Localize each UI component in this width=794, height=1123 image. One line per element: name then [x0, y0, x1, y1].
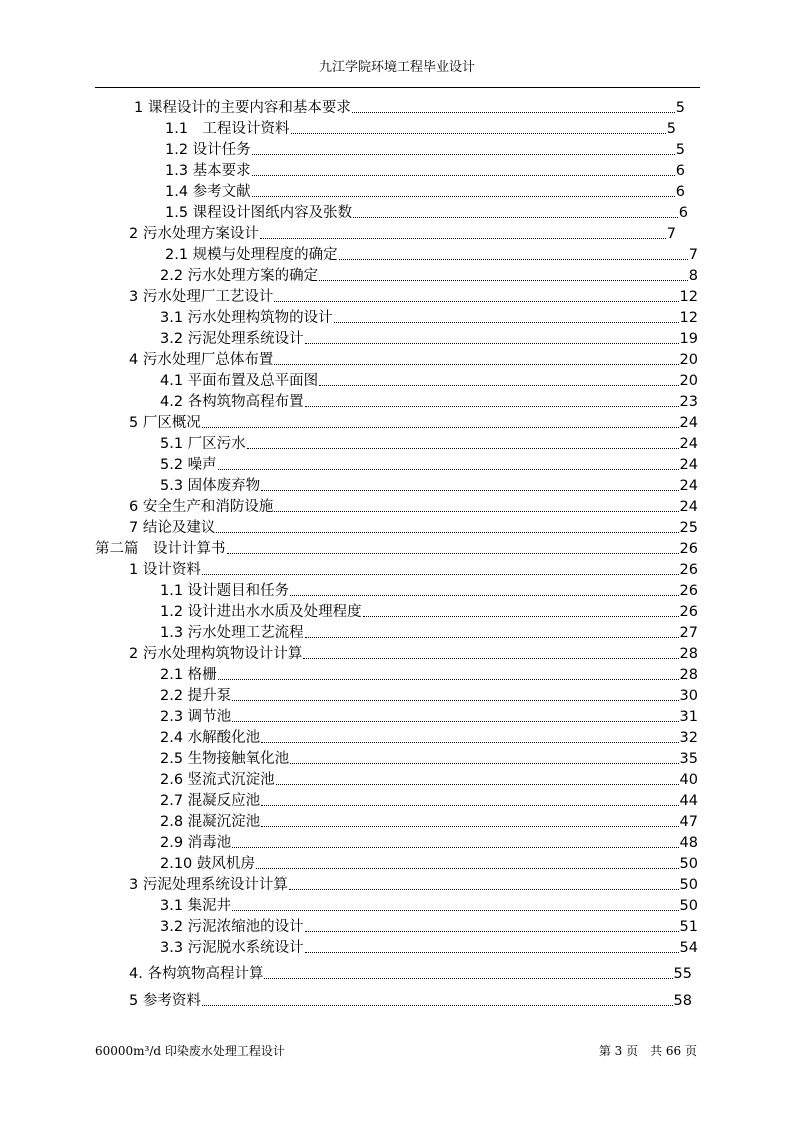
toc-entry-label: 6 安全生产和消防设施 — [129, 499, 274, 515]
toc-entry-page-number: 32 — [679, 730, 698, 746]
toc-entry-page-number: 5 — [666, 121, 676, 137]
toc-entry-page-number: 26 — [679, 541, 698, 557]
dot-leader — [305, 951, 679, 953]
toc-entry[interactable] — [160, 601, 698, 621]
dot-leader — [274, 510, 678, 512]
toc-entry[interactable] — [165, 160, 685, 180]
toc-entry[interactable] — [160, 769, 698, 789]
dot-leader — [363, 615, 679, 617]
toc-entry[interactable] — [165, 118, 676, 138]
toc-entry-label: 1 课程设计的主要内容和基本要求 — [134, 100, 351, 116]
toc-entry-page-number: 6 — [678, 205, 688, 221]
dot-leader — [274, 363, 678, 365]
toc-entry[interactable] — [160, 790, 698, 810]
toc-entry-label: 1.4 参考文献 — [165, 184, 251, 200]
toc-entry-label: 3.1 集泥井 — [160, 898, 232, 914]
toc-entry[interactable] — [160, 370, 698, 390]
toc-entry[interactable] — [95, 538, 698, 558]
toc-entry-label: 4. 各构筑物高程计算 — [129, 966, 264, 982]
toc-entry[interactable] — [160, 307, 698, 327]
toc-entry-label: 1.5 课程设计图纸内容及张数 — [165, 205, 353, 221]
toc-entry-label: 2.2 提升泵 — [160, 688, 232, 704]
running-header-title: 九江学院环境工程毕业设计 — [318, 60, 475, 75]
toc-entry[interactable] — [129, 517, 698, 537]
dot-leader — [216, 531, 678, 533]
toc-entry-page-number: 8 — [688, 268, 698, 284]
toc-entry-label: 4.2 各构筑物高程布置 — [160, 394, 304, 410]
toc-entry[interactable] — [165, 244, 698, 264]
toc-entry-page-number: 51 — [679, 919, 698, 935]
toc-entry-label: 7 结论及建议 — [129, 520, 216, 536]
dot-leader — [305, 405, 679, 407]
toc-entry-page-number: 6 — [675, 163, 685, 179]
toc-entry[interactable] — [160, 475, 698, 495]
toc-entry-label: 5.3 固体废弃物 — [160, 478, 261, 494]
toc-entry-page-number: 35 — [679, 751, 698, 767]
toc-entry-label: 2.9 消毒池 — [160, 835, 232, 851]
toc-entry-label: 3.2 污泥浓缩池的设计 — [160, 919, 304, 935]
toc-entry-label: 2.7 混凝反应池 — [160, 793, 261, 809]
toc-entry-label: 2.2 污水处理方案的确定 — [160, 268, 319, 284]
dot-leader — [247, 447, 679, 449]
dot-leader — [352, 111, 675, 113]
toc-entry-page-number: 26 — [679, 562, 698, 578]
dot-leader — [261, 489, 678, 491]
toc-entry[interactable] — [129, 412, 698, 432]
toc-entry[interactable] — [160, 853, 698, 873]
toc-entry[interactable] — [160, 748, 698, 768]
toc-entry-page-number: 55 — [673, 966, 692, 982]
toc-entry[interactable] — [165, 181, 685, 201]
toc-entry-page-number: 31 — [679, 709, 698, 725]
toc-entry-label: 2.6 竖流式沉淀池 — [160, 772, 275, 788]
toc-entry[interactable] — [160, 706, 698, 726]
toc-entry-label: 2 污水处理构筑物设计计算 — [129, 646, 303, 662]
dot-leader — [303, 657, 678, 659]
toc-entry-page-number: 26 — [679, 583, 698, 599]
toc-entry[interactable] — [160, 811, 698, 831]
toc-entry-page-number: 54 — [679, 940, 698, 956]
dot-leader — [252, 174, 675, 176]
dot-leader — [264, 977, 672, 979]
toc-entry[interactable] — [160, 454, 698, 474]
dot-leader — [289, 888, 679, 890]
toc-entry-page-number: 12 — [679, 289, 698, 305]
toc-entry[interactable] — [160, 391, 698, 411]
dot-leader — [274, 300, 678, 302]
toc-entry-label: 5.2 噪声 — [160, 457, 217, 473]
dot-leader — [218, 468, 679, 470]
toc-entry-label: 5.1 厂区污水 — [160, 436, 246, 452]
toc-entry-page-number: 24 — [679, 436, 698, 452]
dot-leader — [232, 909, 678, 911]
toc-entry-label: 5 参考资料 — [129, 993, 201, 1009]
toc-entry[interactable] — [160, 664, 698, 684]
toc-entry-page-number: 7 — [688, 247, 698, 263]
toc-entry[interactable] — [160, 433, 698, 453]
toc-entry-page-number: 24 — [679, 478, 698, 494]
toc-entry-label: 3 污水处理厂工艺设计 — [129, 289, 274, 305]
toc-entry-label: 2.1 格栅 — [160, 667, 217, 683]
toc-entry-page-number: 58 — [673, 993, 692, 1009]
footer-document-title: 60000m³/d 印染废水处理工程设计 — [95, 1044, 285, 1058]
toc-entry-page-number: 20 — [679, 352, 698, 368]
toc-entry-page-number: 23 — [679, 394, 698, 410]
toc-entry-page-number: 47 — [679, 814, 698, 830]
toc-entry[interactable] — [129, 990, 692, 1010]
dot-leader — [202, 573, 679, 575]
toc-entry[interactable] — [160, 727, 698, 747]
toc-entry-page-number: 5 — [675, 100, 685, 116]
toc-entry-label: 1.1 设计题目和任务 — [160, 583, 290, 599]
toc-entry[interactable] — [129, 559, 698, 579]
toc-entry-label: 2.10 鼓风机房 — [160, 856, 255, 872]
toc-entry-label: 3 污泥处理系统设计计算 — [129, 877, 288, 893]
toc-entry-page-number: 44 — [679, 793, 698, 809]
toc-entry[interactable] — [129, 643, 698, 663]
toc-entry-page-number: 40 — [679, 772, 698, 788]
dot-leader — [305, 342, 679, 344]
toc-entry[interactable] — [129, 223, 676, 243]
toc-entry-page-number: 20 — [679, 373, 698, 389]
toc-entry-label: 3.2 污泥处理系统设计 — [160, 331, 304, 347]
footer-page-number: 第 3 页 共 66 页 — [598, 1044, 697, 1058]
dot-leader — [261, 804, 678, 806]
dot-leader — [256, 867, 679, 869]
toc-entry-label: 第二篇 设计计算书 — [95, 541, 226, 557]
toc-entry-page-number: 28 — [679, 667, 698, 683]
toc-entry[interactable] — [160, 832, 698, 852]
toc-entry-label: 1.2 设计进出水水质及处理程度 — [160, 604, 362, 620]
dot-leader — [232, 720, 678, 722]
toc-entry[interactable] — [129, 286, 698, 306]
toc-entry[interactable] — [160, 895, 698, 915]
toc-entry[interactable] — [160, 937, 698, 957]
toc-entry-page-number: 30 — [679, 688, 698, 704]
toc-entry-label: 2.3 调节池 — [160, 709, 232, 725]
toc-entry-label: 2 污水处理方案设计 — [129, 226, 259, 242]
toc-entry-page-number: 19 — [679, 331, 698, 347]
toc-entry-page-number: 12 — [679, 310, 698, 326]
toc-entry[interactable] — [129, 349, 698, 369]
toc-entry-page-number: 28 — [679, 646, 698, 662]
toc-entry-label: 2.5 生物接触氧化池 — [160, 751, 290, 767]
dot-leader — [291, 132, 666, 134]
dot-leader — [276, 783, 679, 785]
toc-entry-page-number: 48 — [679, 835, 698, 851]
dot-leader — [305, 930, 679, 932]
toc-entry[interactable] — [160, 622, 698, 642]
toc-entry-page-number: 7 — [666, 226, 676, 242]
dot-leader — [334, 321, 679, 323]
toc-entry-label: 2.8 混凝沉淀池 — [160, 814, 261, 830]
dot-leader — [353, 216, 678, 218]
dot-leader — [202, 1004, 673, 1006]
toc-entry-page-number: 24 — [679, 457, 698, 473]
dot-leader — [252, 153, 675, 155]
toc-entry-page-number: 50 — [679, 877, 698, 893]
toc-entry-page-number: 26 — [679, 604, 698, 620]
dot-leader — [261, 741, 678, 743]
toc-entry-label: 1.2 设计任务 — [165, 142, 251, 158]
toc-entry-page-number: 24 — [679, 499, 698, 515]
dot-leader — [319, 279, 688, 281]
toc-entry-page-number: 27 — [679, 625, 698, 641]
toc-entry-label: 3.3 污泥脱水系统设计 — [160, 940, 304, 956]
toc-entry-label: 2.1 规模与处理程度的确定 — [165, 247, 338, 263]
toc-entry[interactable] — [165, 139, 685, 159]
dot-leader — [232, 699, 678, 701]
dot-leader — [260, 237, 666, 239]
toc-entry[interactable] — [129, 874, 698, 894]
dot-leader — [227, 552, 679, 554]
dot-leader — [290, 762, 678, 764]
dot-leader — [339, 258, 688, 260]
dot-leader — [290, 594, 678, 596]
toc-entry-label: 4.1 平面布置及总平面图 — [160, 373, 319, 389]
toc-entry-label: 1.3 基本要求 — [165, 163, 251, 179]
dot-leader — [319, 384, 678, 386]
toc-entry-label: 2.4 水解酸化池 — [160, 730, 261, 746]
toc-entry[interactable] — [165, 202, 688, 222]
toc-entry[interactable] — [134, 97, 685, 117]
toc-entry-page-number: 50 — [679, 898, 698, 914]
toc-entry-label: 1 设计资料 — [129, 562, 201, 578]
toc-entry-label: 5 厂区概况 — [129, 415, 201, 431]
toc-entry[interactable] — [160, 265, 698, 285]
dot-leader — [261, 825, 678, 827]
toc-entry-page-number: 5 — [675, 142, 685, 158]
toc-entry[interactable] — [129, 963, 692, 983]
toc-entry-label: 1.3 污水处理工艺流程 — [160, 625, 304, 641]
toc-entry-label: 3.1 污水处理构筑物的设计 — [160, 310, 333, 326]
toc-entry[interactable] — [160, 685, 698, 705]
toc-entry-page-number: 6 — [675, 184, 685, 200]
dot-leader — [232, 846, 678, 848]
toc-entry[interactable] — [160, 916, 698, 936]
toc-entry-label: 1.1 工程设计资料 — [165, 121, 290, 137]
toc-entry-page-number: 50 — [679, 856, 698, 872]
dot-leader — [218, 678, 679, 680]
toc-entry-page-number: 25 — [679, 520, 698, 536]
toc-entry-page-number: 24 — [679, 415, 698, 431]
dot-leader — [252, 195, 675, 197]
toc-entry[interactable] — [160, 580, 698, 600]
toc-entry-label: 4 污水处理厂总体布置 — [129, 352, 274, 368]
dot-leader — [202, 426, 679, 428]
toc-entry[interactable] — [129, 496, 698, 516]
header-rule — [95, 87, 700, 88]
dot-leader — [305, 636, 679, 638]
toc-entry[interactable] — [160, 328, 698, 348]
